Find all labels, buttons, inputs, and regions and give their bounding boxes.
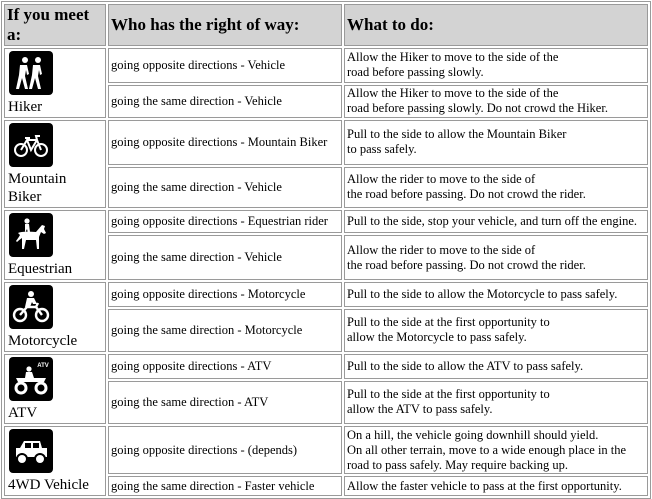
horse-rider-icon (9, 213, 53, 257)
right-of-way-cell: going the same direction - ATV (108, 381, 342, 424)
trail-user-label: ATV (8, 405, 38, 421)
trail-user-cell (4, 282, 106, 352)
right-of-way-cell: going opposite directions - Equestrian rider (108, 210, 342, 233)
what-to-do-line: Pull to the side to allow the ATV to pass safely. (347, 358, 584, 373)
table-row (4, 210, 648, 233)
what-to-do-line: to pass safely. (347, 142, 417, 157)
what-to-do-line: Allow the Hiker to move to the side of the (347, 86, 559, 101)
what-to-do-cell (344, 210, 648, 233)
table-row (4, 426, 648, 474)
what-to-do-line: the road before passing. Do not crowd the rider. (347, 187, 586, 202)
motorcycle-icon (9, 285, 53, 329)
trail-user-label: Mountain (8, 171, 67, 187)
what-to-do-line: the road before passing. Do not crowd the rider. (347, 257, 586, 272)
what-to-do-cell (344, 476, 648, 496)
trail-user-label: Equestrian (8, 261, 73, 277)
what-to-do-line: allow the Motorcycle to pass safely. (347, 330, 527, 345)
right-of-way-cell: going the same direction - Vehicle (108, 235, 342, 280)
table-row (4, 48, 648, 83)
right-of-way-cell: going opposite directions - Vehicle (108, 48, 342, 83)
jeep-icon (9, 429, 53, 473)
what-to-do-cell (344, 282, 648, 307)
what-to-do-line: road to pass safely. May require backing up. (347, 457, 568, 472)
what-to-do-cell (344, 167, 648, 208)
what-to-do-line: On all other terrain, move to a wide enough place in the (347, 442, 627, 457)
table-row (4, 282, 648, 307)
atv-icon-label: ATV (37, 363, 49, 369)
what-to-do-line: road before passing slowly. (347, 65, 484, 80)
what-to-do-line: allow the ATV to pass safely. (347, 402, 493, 417)
what-to-do-cell (344, 426, 648, 474)
right-of-way-cell: going the same direction - Vehicle (108, 167, 342, 208)
table-row (4, 120, 648, 165)
what-to-do-line: road before passing slowly. Do not crowd the Hiker. (347, 101, 608, 116)
trail-user-cell (4, 426, 106, 496)
header-what: What to do: (344, 4, 648, 46)
trail-user-label: Motorcycle (8, 333, 78, 349)
what-to-do-line: Allow the faster vehicle to pass at the first opportunity. (347, 478, 622, 493)
header-meet: If you meet a: (4, 4, 106, 46)
right-of-way-cell: going opposite directions - ATV (108, 354, 342, 379)
what-to-do-cell (344, 309, 648, 352)
what-to-do-line: Pull to the side, stop your vehicle, and turn off the engine. (347, 214, 637, 228)
right-of-way-cell: going the same direction - Faster vehicle (108, 476, 342, 496)
what-to-do-line: Pull to the side to allow the Mountain Biker (347, 127, 567, 142)
what-to-do-line: On a hill, the vehicle going downhill should yield. (347, 427, 599, 442)
trail-user-cell (4, 120, 106, 208)
what-to-do-cell (344, 235, 648, 280)
what-to-do-line: Allow the rider to move to the side of (347, 172, 536, 187)
right-of-way-cell: going the same direction - Motorcycle (108, 309, 342, 352)
what-to-do-line: Pull to the side to allow the Motorcycle to pass safely. (347, 286, 618, 301)
what-to-do-cell (344, 120, 648, 165)
trail-user-cell (4, 48, 106, 118)
trail-user-label: 4WD Vehicle (8, 477, 89, 493)
what-to-do-cell (344, 85, 648, 119)
trail-user-cell (4, 354, 106, 424)
right-of-way-cell: going opposite directions - Motorcycle (108, 282, 342, 307)
hikers-icon (9, 51, 53, 95)
header-who: Who has the right of way: (108, 4, 342, 46)
right-of-way-cell: going opposite directions - Mountain Biker (108, 120, 342, 165)
right-of-way-table (1, 1, 651, 499)
header-row (4, 4, 648, 46)
what-to-do-cell (344, 381, 648, 424)
trail-user-label: Hiker (8, 99, 43, 115)
atv-icon (9, 357, 53, 401)
right-of-way-cell: going opposite directions - (depends) (108, 426, 342, 474)
bicycle-icon (9, 123, 53, 167)
what-to-do-line: Allow the rider to move to the side of (347, 242, 536, 257)
what-to-do-line: Pull to the side at the first opportunity to (347, 315, 550, 330)
right-of-way-cell: going the same direction - Vehicle (108, 85, 342, 119)
what-to-do-line: Allow the Hiker to move to the side of the (347, 50, 559, 65)
what-to-do-cell (344, 48, 648, 83)
table-row (4, 354, 648, 379)
what-to-do-cell (344, 354, 648, 379)
trail-user-label: Biker (8, 189, 42, 205)
trail-user-cell (4, 210, 106, 280)
what-to-do-line: Pull to the side at the first opportunity to (347, 387, 550, 402)
